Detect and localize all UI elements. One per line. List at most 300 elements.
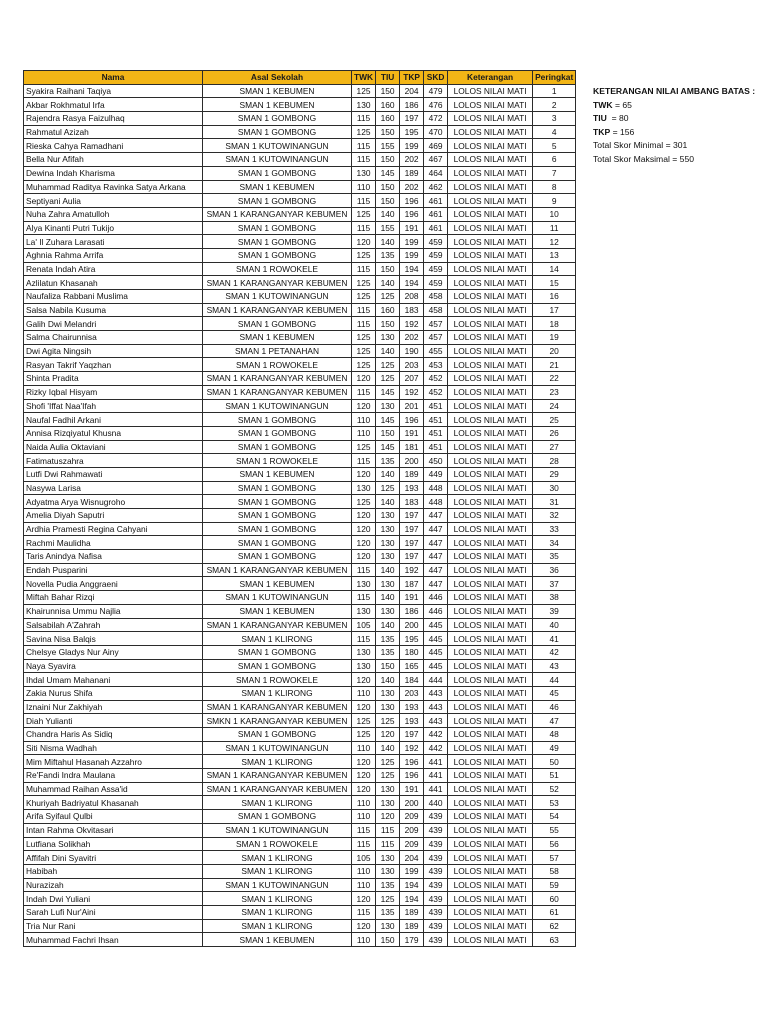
cell-school: SMAN 1 KARANGANYAR KEBUMEN xyxy=(203,563,352,577)
cell-twk: 115 xyxy=(352,823,376,837)
cell-tiu: 130 xyxy=(376,550,400,564)
cell-rank: 31 xyxy=(533,495,576,509)
cell-twk: 110 xyxy=(352,933,376,947)
cell-tkp: 191 xyxy=(400,426,424,440)
cell-tkp: 189 xyxy=(400,919,424,933)
cell-name: Salsa Nabila Kusuma xyxy=(24,303,203,317)
cell-rank: 36 xyxy=(533,563,576,577)
table-row xyxy=(24,522,576,536)
cell-name: Savina Nisa Balqis xyxy=(24,632,203,646)
cell-tkp: 202 xyxy=(400,180,424,194)
cell-twk: 125 xyxy=(352,207,376,221)
cell-name: Nuha Zahra Amatulloh xyxy=(24,207,203,221)
cell-skd: 457 xyxy=(424,331,448,345)
cell-name: Adyatma Arya Wisnugroho xyxy=(24,495,203,509)
cell-school: SMAN 1 GOMBONG xyxy=(203,728,352,742)
cell-tkp: 191 xyxy=(400,591,424,605)
cell-tkp: 181 xyxy=(400,440,424,454)
cell-tkp: 200 xyxy=(400,796,424,810)
cell-tiu: 130 xyxy=(376,522,400,536)
cell-twk: 120 xyxy=(352,509,376,523)
cell-rank: 53 xyxy=(533,796,576,810)
cell-tiu: 135 xyxy=(376,248,400,262)
table-row xyxy=(24,769,576,783)
table-row xyxy=(24,550,576,564)
cell-name: Lutfiana Solikhah xyxy=(24,837,203,851)
cell-twk: 110 xyxy=(352,686,376,700)
cell-status: LOLOS NILAI MATI xyxy=(448,591,533,605)
cell-rank: 44 xyxy=(533,673,576,687)
table-row xyxy=(24,166,576,180)
table-row xyxy=(24,755,576,769)
cell-skd: 476 xyxy=(424,98,448,112)
cell-skd: 439 xyxy=(424,905,448,919)
cell-school: SMAN 1 KLIRONG xyxy=(203,686,352,700)
cell-twk: 115 xyxy=(352,153,376,167)
cell-tkp: 197 xyxy=(400,112,424,126)
cell-rank: 6 xyxy=(533,153,576,167)
cell-rank: 22 xyxy=(533,372,576,386)
table-row xyxy=(24,194,576,208)
cell-tiu: 150 xyxy=(376,153,400,167)
cell-rank: 27 xyxy=(533,440,576,454)
cell-tkp: 200 xyxy=(400,454,424,468)
cell-tiu: 130 xyxy=(376,796,400,810)
cell-name: Lutfi Dwi Rahmawati xyxy=(24,467,203,481)
cell-tkp: 196 xyxy=(400,755,424,769)
cell-tiu: 145 xyxy=(376,440,400,454)
cell-school: SMAN 1 KEBUMEN xyxy=(203,180,352,194)
cell-school: SMAN 1 GOMBONG xyxy=(203,536,352,550)
cell-tiu: 130 xyxy=(376,864,400,878)
cell-name: Taris Anindya Nafisa xyxy=(24,550,203,564)
table-row xyxy=(24,892,576,906)
table-row xyxy=(24,536,576,550)
cell-tkp: 209 xyxy=(400,810,424,824)
cell-school: SMAN 1 KARANGANYAR KEBUMEN xyxy=(203,769,352,783)
cell-skd: 458 xyxy=(424,303,448,317)
cell-rank: 13 xyxy=(533,248,576,262)
table-row xyxy=(24,481,576,495)
table-row xyxy=(24,125,576,139)
cell-school: SMAN 1 GOMBONG xyxy=(203,426,352,440)
table-row xyxy=(24,823,576,837)
cell-tiu: 135 xyxy=(376,878,400,892)
cell-tiu: 155 xyxy=(376,139,400,153)
cell-tiu: 140 xyxy=(376,467,400,481)
cell-school: SMAN 1 KEBUMEN xyxy=(203,604,352,618)
table-row xyxy=(24,864,576,878)
table-row xyxy=(24,700,576,714)
cell-tiu: 125 xyxy=(376,481,400,495)
cell-name: Khairunnisa Ummu Najlia xyxy=(24,604,203,618)
cell-tiu: 130 xyxy=(376,331,400,345)
cell-rank: 39 xyxy=(533,604,576,618)
cell-twk: 130 xyxy=(352,166,376,180)
cell-tiu: 150 xyxy=(376,317,400,331)
cell-tiu: 125 xyxy=(376,372,400,386)
cell-twk: 130 xyxy=(352,98,376,112)
cell-tkp: 191 xyxy=(400,782,424,796)
cell-school: SMAN 1 GOMBONG xyxy=(203,550,352,564)
cell-tiu: 130 xyxy=(376,577,400,591)
notes-twk xyxy=(593,99,765,113)
cell-tiu: 150 xyxy=(376,426,400,440)
cell-skd: 470 xyxy=(424,125,448,139)
cell-tkp: 193 xyxy=(400,481,424,495)
cell-twk: 110 xyxy=(352,413,376,427)
cell-status: LOLOS NILAI MATI xyxy=(448,536,533,550)
cell-skd: 445 xyxy=(424,618,448,632)
cell-rank: 32 xyxy=(533,509,576,523)
table-row xyxy=(24,248,576,262)
table-row xyxy=(24,303,576,317)
cell-rank: 54 xyxy=(533,810,576,824)
cell-twk: 120 xyxy=(352,782,376,796)
cell-twk: 120 xyxy=(352,235,376,249)
cell-status: LOLOS NILAI MATI xyxy=(448,454,533,468)
cell-school: SMAN 1 GOMBONG xyxy=(203,125,352,139)
cell-tkp: 208 xyxy=(400,290,424,304)
notes-tkp-label: TKP xyxy=(593,126,611,137)
cell-rank: 55 xyxy=(533,823,576,837)
cell-name: Chelsye Gladys Nur Ainy xyxy=(24,645,203,659)
table-header xyxy=(24,71,576,85)
cell-school: SMAN 1 KLIRONG xyxy=(203,919,352,933)
cell-school: SMAN 1 GOMBONG xyxy=(203,495,352,509)
cell-tkp: 195 xyxy=(400,632,424,646)
notes-twk-value: = 65 xyxy=(612,99,632,110)
table-row xyxy=(24,399,576,413)
cell-twk: 125 xyxy=(352,276,376,290)
cell-skd: 450 xyxy=(424,454,448,468)
cell-name: Habibah xyxy=(24,864,203,878)
cell-skd: 439 xyxy=(424,864,448,878)
notes-total-max: Total Skor Maksimal = 550 xyxy=(593,153,695,164)
cell-school: SMAN 1 KUTOWINANGUN xyxy=(203,741,352,755)
cell-school: SMAN 1 KEBUMEN xyxy=(203,933,352,947)
cell-tiu: 150 xyxy=(376,84,400,98)
cell-rank: 11 xyxy=(533,221,576,235)
cell-skd: 459 xyxy=(424,276,448,290)
cell-tkp: 196 xyxy=(400,207,424,221)
cell-name: Diah Yulianti xyxy=(24,714,203,728)
cell-tkp: 204 xyxy=(400,851,424,865)
cell-name: Naufaliza Rabbani Muslima xyxy=(24,290,203,304)
cell-rank: 56 xyxy=(533,837,576,851)
cell-status: LOLOS NILAI MATI xyxy=(448,618,533,632)
cell-rank: 15 xyxy=(533,276,576,290)
cell-skd: 439 xyxy=(424,919,448,933)
cell-tkp: 190 xyxy=(400,344,424,358)
table-row xyxy=(24,317,576,331)
table-row xyxy=(24,467,576,481)
cell-rank: 58 xyxy=(533,864,576,878)
cell-school: SMAN 1 KARANGANYAR KEBUMEN xyxy=(203,700,352,714)
cell-tkp: 192 xyxy=(400,563,424,577)
cell-status: LOLOS NILAI MATI xyxy=(448,276,533,290)
cell-rank: 23 xyxy=(533,385,576,399)
cell-status: LOLOS NILAI MATI xyxy=(448,563,533,577)
cell-status: LOLOS NILAI MATI xyxy=(448,769,533,783)
cell-tkp: 196 xyxy=(400,769,424,783)
cell-tkp: 194 xyxy=(400,878,424,892)
cell-tiu: 140 xyxy=(376,235,400,249)
cell-tkp: 203 xyxy=(400,686,424,700)
cell-tkp: 193 xyxy=(400,700,424,714)
cell-tkp: 194 xyxy=(400,276,424,290)
cell-school: SMAN 1 GOMBONG xyxy=(203,509,352,523)
cell-tkp: 197 xyxy=(400,728,424,742)
cell-tiu: 150 xyxy=(376,180,400,194)
cell-school: SMAN 1 KLIRONG xyxy=(203,864,352,878)
cell-school: SMAN 1 GOMBONG xyxy=(203,481,352,495)
cell-rank: 7 xyxy=(533,166,576,180)
cell-status: LOLOS NILAI MATI xyxy=(448,796,533,810)
cell-twk: 125 xyxy=(352,248,376,262)
cell-school: SMAN 1 KUTOWINANGUN xyxy=(203,290,352,304)
cell-status: LOLOS NILAI MATI xyxy=(448,823,533,837)
cell-twk: 120 xyxy=(352,536,376,550)
cell-tiu: 140 xyxy=(376,344,400,358)
cell-tiu: 130 xyxy=(376,536,400,550)
cell-skd: 455 xyxy=(424,344,448,358)
cell-status: LOLOS NILAI MATI xyxy=(448,98,533,112)
cell-twk: 110 xyxy=(352,426,376,440)
cell-tkp: 186 xyxy=(400,98,424,112)
cell-name: Fatimatuszahra xyxy=(24,454,203,468)
column-header-name: Nama xyxy=(24,71,203,85)
cell-twk: 110 xyxy=(352,796,376,810)
cell-status: LOLOS NILAI MATI xyxy=(448,837,533,851)
cell-name: Indah Dwi Yuliani xyxy=(24,892,203,906)
column-header-rank: Peringkat xyxy=(533,71,576,85)
cell-name: Naida Aulia Oktaviani xyxy=(24,440,203,454)
table-row xyxy=(24,276,576,290)
cell-tkp: 191 xyxy=(400,221,424,235)
cell-rank: 29 xyxy=(533,467,576,481)
cell-rank: 48 xyxy=(533,728,576,742)
cell-tkp: 196 xyxy=(400,194,424,208)
cell-twk: 125 xyxy=(352,125,376,139)
cell-name: Dwi Agita Ningsih xyxy=(24,344,203,358)
cell-school: SMAN 1 KEBUMEN xyxy=(203,84,352,98)
cell-twk: 115 xyxy=(352,262,376,276)
cell-skd: 445 xyxy=(424,632,448,646)
cell-skd: 467 xyxy=(424,153,448,167)
cell-school: SMAN 1 KLIRONG xyxy=(203,632,352,646)
cell-rank: 12 xyxy=(533,235,576,249)
cell-rank: 63 xyxy=(533,933,576,947)
cell-twk: 130 xyxy=(352,659,376,673)
cell-status: LOLOS NILAI MATI xyxy=(448,728,533,742)
cell-name: Intan Rahma Okvitasari xyxy=(24,823,203,837)
cell-tkp: 184 xyxy=(400,673,424,687)
cell-twk: 125 xyxy=(352,495,376,509)
cell-skd: 441 xyxy=(424,755,448,769)
cell-school: SMAN 1 KARANGANYAR KEBUMEN xyxy=(203,372,352,386)
cell-rank: 24 xyxy=(533,399,576,413)
cell-tkp: 180 xyxy=(400,645,424,659)
column-header-skd: SKD xyxy=(424,71,448,85)
cell-school: SMAN 1 ROWOKELE xyxy=(203,837,352,851)
column-header-status: Keterangan xyxy=(448,71,533,85)
cell-twk: 115 xyxy=(352,563,376,577)
cell-twk: 120 xyxy=(352,673,376,687)
cell-status: LOLOS NILAI MATI xyxy=(448,317,533,331)
cell-tkp: 192 xyxy=(400,317,424,331)
cell-rank: 18 xyxy=(533,317,576,331)
cell-skd: 447 xyxy=(424,509,448,523)
cell-skd: 447 xyxy=(424,563,448,577)
cell-rank: 62 xyxy=(533,919,576,933)
cell-rank: 26 xyxy=(533,426,576,440)
table-body xyxy=(24,84,576,946)
cell-name: Affifah Dini Syavitri xyxy=(24,851,203,865)
cell-tkp: 197 xyxy=(400,550,424,564)
cell-twk: 110 xyxy=(352,878,376,892)
cell-rank: 34 xyxy=(533,536,576,550)
cell-twk: 130 xyxy=(352,481,376,495)
notes-twk-label: TWK xyxy=(593,99,613,110)
cell-status: LOLOS NILAI MATI xyxy=(448,166,533,180)
table-row xyxy=(24,632,576,646)
cell-tiu: 160 xyxy=(376,303,400,317)
cell-status: LOLOS NILAI MATI xyxy=(448,207,533,221)
cell-name: Akbar Rokhmatul Irfa xyxy=(24,98,203,112)
cell-school: SMAN 1 KARANGANYAR KEBUMEN xyxy=(203,207,352,221)
cell-skd: 452 xyxy=(424,385,448,399)
cell-rank: 43 xyxy=(533,659,576,673)
cell-rank: 46 xyxy=(533,700,576,714)
cell-twk: 115 xyxy=(352,632,376,646)
cell-skd: 445 xyxy=(424,659,448,673)
cell-name: Nurazizah xyxy=(24,878,203,892)
cell-rank: 49 xyxy=(533,741,576,755)
table-row xyxy=(24,782,576,796)
cell-skd: 459 xyxy=(424,248,448,262)
cell-school: SMAN 1 GOMBONG xyxy=(203,112,352,126)
cell-tkp: 195 xyxy=(400,125,424,139)
cell-status: LOLOS NILAI MATI xyxy=(448,686,533,700)
cell-tkp: 192 xyxy=(400,741,424,755)
cell-tkp: 193 xyxy=(400,714,424,728)
cell-school: SMAN 1 KUTOWINANGUN xyxy=(203,823,352,837)
cell-twk: 115 xyxy=(352,837,376,851)
cell-tiu: 130 xyxy=(376,919,400,933)
cell-rank: 17 xyxy=(533,303,576,317)
cell-tkp: 200 xyxy=(400,618,424,632)
cell-status: LOLOS NILAI MATI xyxy=(448,385,533,399)
cell-status: LOLOS NILAI MATI xyxy=(448,550,533,564)
cell-twk: 125 xyxy=(352,331,376,345)
cell-name: Salsabilah A'Zahrah xyxy=(24,618,203,632)
cell-skd: 443 xyxy=(424,686,448,700)
cell-skd: 461 xyxy=(424,207,448,221)
cell-tkp: 197 xyxy=(400,509,424,523)
cell-school: SMAN 1 KEBUMEN xyxy=(203,467,352,481)
column-header-tiu: TIU xyxy=(376,71,400,85)
cell-school: SMAN 1 KUTOWINANGUN xyxy=(203,878,352,892)
cell-skd: 449 xyxy=(424,467,448,481)
table-row xyxy=(24,919,576,933)
cell-tiu: 120 xyxy=(376,728,400,742)
table-row xyxy=(24,618,576,632)
notes-title: KETERANGAN NILAI AMBANG BATAS : xyxy=(593,86,756,96)
cell-tkp: 201 xyxy=(400,399,424,413)
cell-tiu: 140 xyxy=(376,563,400,577)
cell-name: Alya Kinanti Putri Tukijo xyxy=(24,221,203,235)
cell-twk: 115 xyxy=(352,112,376,126)
cell-rank: 20 xyxy=(533,344,576,358)
cell-rank: 51 xyxy=(533,769,576,783)
cell-status: LOLOS NILAI MATI xyxy=(448,919,533,933)
cell-tiu: 130 xyxy=(376,700,400,714)
table-row xyxy=(24,426,576,440)
table-row xyxy=(24,440,576,454)
table-row xyxy=(24,344,576,358)
cell-status: LOLOS NILAI MATI xyxy=(448,509,533,523)
table-row xyxy=(24,235,576,249)
table-row xyxy=(24,933,576,947)
cell-name: Rizky Iqbal Hisyam xyxy=(24,385,203,399)
cell-name: Renata Indah Atira xyxy=(24,262,203,276)
cell-status: LOLOS NILAI MATI xyxy=(448,810,533,824)
cell-name: Endah Pusparini xyxy=(24,563,203,577)
results-table xyxy=(23,70,576,947)
table-row xyxy=(24,686,576,700)
cell-name: Khuriyah Badriyatul Khasanah xyxy=(24,796,203,810)
cell-rank: 60 xyxy=(533,892,576,906)
cell-skd: 472 xyxy=(424,112,448,126)
cell-tkp: 189 xyxy=(400,905,424,919)
cell-rank: 30 xyxy=(533,481,576,495)
cell-status: LOLOS NILAI MATI xyxy=(448,194,533,208)
table-row xyxy=(24,454,576,468)
cell-rank: 25 xyxy=(533,413,576,427)
cell-tiu: 135 xyxy=(376,454,400,468)
column-header-school: Asal Sekolah xyxy=(203,71,352,85)
cell-tkp: 197 xyxy=(400,536,424,550)
cell-status: LOLOS NILAI MATI xyxy=(448,358,533,372)
cell-skd: 464 xyxy=(424,166,448,180)
cell-tkp: 194 xyxy=(400,262,424,276)
cell-tiu: 135 xyxy=(376,632,400,646)
cell-status: LOLOS NILAI MATI xyxy=(448,426,533,440)
cell-tkp: 183 xyxy=(400,495,424,509)
cell-school: SMAN 1 GOMBONG xyxy=(203,440,352,454)
cell-name: Iznaini Nur Zakhiyah xyxy=(24,700,203,714)
cell-rank: 2 xyxy=(533,98,576,112)
cell-tiu: 150 xyxy=(376,262,400,276)
cell-rank: 41 xyxy=(533,632,576,646)
cell-rank: 35 xyxy=(533,550,576,564)
cell-twk: 120 xyxy=(352,372,376,386)
table-row xyxy=(24,878,576,892)
cell-name: Zakia Nurus Shifa xyxy=(24,686,203,700)
table-row xyxy=(24,180,576,194)
cell-tkp: 179 xyxy=(400,933,424,947)
cell-name: Rajendra Rasya Faizulhaq xyxy=(24,112,203,126)
cell-school: SMAN 1 ROWOKELE xyxy=(203,358,352,372)
cell-skd: 451 xyxy=(424,426,448,440)
cell-school: SMAN 1 KLIRONG xyxy=(203,905,352,919)
cell-tkp: 183 xyxy=(400,303,424,317)
table-row xyxy=(24,84,576,98)
table-row xyxy=(24,905,576,919)
cell-skd: 443 xyxy=(424,714,448,728)
cell-school: SMAN 1 KUTOWINANGUN xyxy=(203,153,352,167)
